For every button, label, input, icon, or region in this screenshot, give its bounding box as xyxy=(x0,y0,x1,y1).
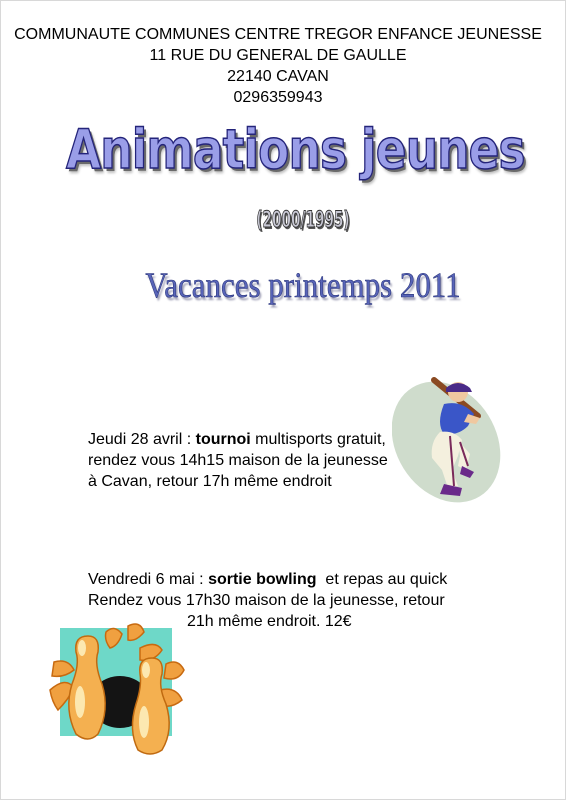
event-details-line: Rendez vous 17h30 maison de la jeunesse, retour xyxy=(88,592,445,609)
header-block xyxy=(0,24,556,108)
city-postcode: 22140 CAVAN xyxy=(227,68,329,85)
age-range: (2000/1995) xyxy=(256,208,350,233)
event-date: Jeudi 28 avril : xyxy=(88,431,196,448)
event-tournament xyxy=(88,429,388,492)
page-subtitle: Vacances printemps 2011 xyxy=(145,265,461,305)
event-date: Vendredi 6 mai : xyxy=(88,571,209,588)
baseball-player-illustration xyxy=(392,374,504,506)
event-activity: sortie bowling xyxy=(208,571,317,588)
street-address: 11 RUE DU GENERAL DE GAULLE xyxy=(149,47,407,64)
event-details: multisports gratuit, rendez vous 14h15 maison de la jeunesse à Cavan, retour 17h même endroit xyxy=(88,431,388,490)
organization-name: COMMUNAUTE COMMUNES CENTRE TREGOR ENFANCE JEUNESSE xyxy=(14,26,542,43)
event-details: et repas au quick xyxy=(316,571,448,588)
phone-number: 0296359943 xyxy=(233,89,323,106)
event-details-line: 21h même endroit. 12€ xyxy=(187,613,352,630)
event-activity: tournoi xyxy=(195,431,251,448)
page-title: Animations jeunes xyxy=(66,118,525,181)
bowling-pins-illustration xyxy=(44,618,190,760)
